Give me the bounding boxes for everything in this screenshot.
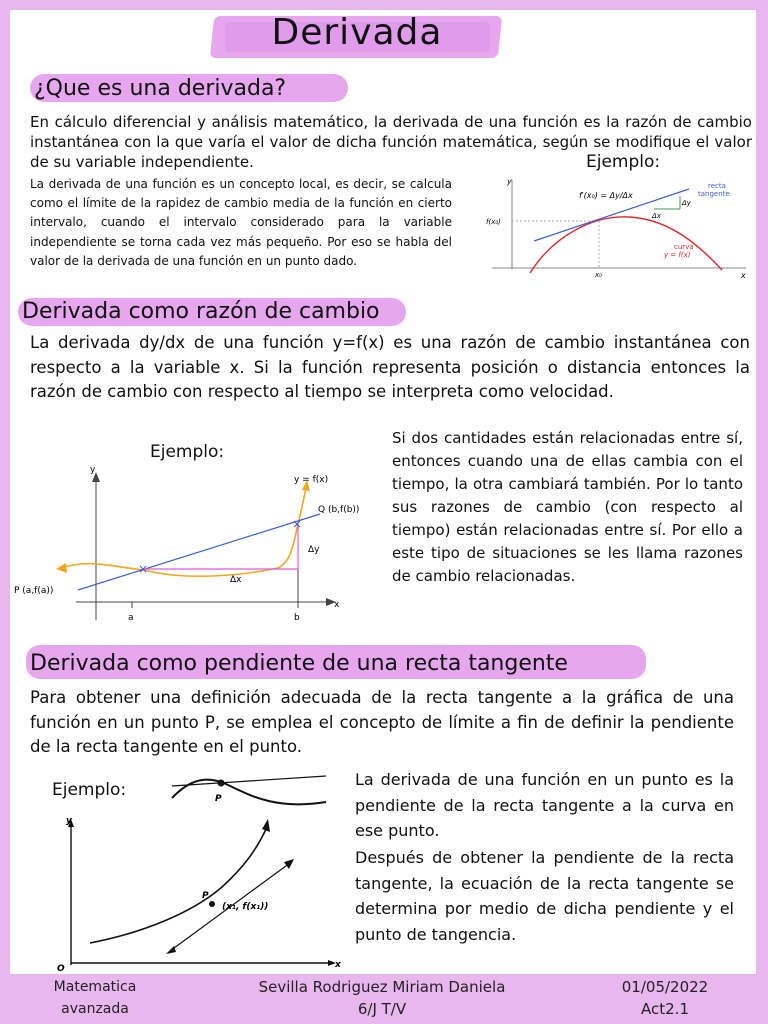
graph2-p-mark: × (138, 562, 149, 576)
graph2-x-label: x (334, 600, 340, 610)
graph1-formula: f′(x₀) = Δy/Δx (579, 191, 633, 200)
section3-graph (52, 815, 352, 975)
section1-graph (484, 175, 752, 285)
graph3-top-point (218, 780, 225, 787)
graph2-q-label: Q (b,f(b)) (318, 505, 360, 515)
graph2-curve (62, 488, 306, 576)
footer-author: Sevilla Rodriguez Miriam Daniela (258, 978, 506, 996)
graph1-dy-label: Δy (682, 199, 691, 207)
graph1-curve-label-1: curva (674, 243, 694, 251)
section2-example-label: Ejemplo: (150, 442, 225, 462)
graph3-point (209, 901, 215, 907)
graph2-dx-label: Δx (230, 575, 242, 585)
graph2-y-label: y (90, 465, 96, 475)
graph2-q-mark: × (292, 517, 303, 531)
footer-group: 6/J T/V (357, 1000, 407, 1018)
graph1-tangent-label-2: tangente (698, 190, 730, 198)
graph1-curve-label-2: y = f(x) (664, 251, 691, 259)
graph1-tangent-label-1: recta (708, 182, 726, 190)
graph3-p-label: P (202, 891, 209, 901)
graph3-curve-arrow (262, 819, 270, 832)
section2-paragraph-1: La derivada dy/dx de una función y=f(x) es una razón de cambio instantánea con respecto a la variable x. Si la función representa posición o distancia entonces la razón de cambio con respecto al tiempo se interpreta como velocidad. (30, 333, 750, 401)
footer-subject-1: Matematica (53, 979, 137, 995)
section3-graph-top (166, 770, 332, 810)
graph2-b-label: b (294, 613, 300, 623)
footer-activity: Act2.1 (641, 1000, 689, 1018)
page-title: Derivada (271, 12, 443, 53)
graph2-curve-arrow-left (56, 563, 67, 573)
section1-heading: ¿Que es una derivada? (34, 76, 287, 101)
graph1-fx0-label: f(x₀) (486, 218, 501, 226)
section3-paragraph-1: Para obtener una definición adecuada de la recta tangente a la gráfica de una función en un punto P, se emplea el concepto de límite a fin de definir la pendiente de la recta tangente en el punto. (30, 688, 734, 756)
graph1-y-label: y (507, 177, 512, 186)
page-frame-left (0, 0, 10, 1024)
section3-heading: Derivada como pendiente de una recta tangente (30, 651, 568, 676)
graph2-secant-line (78, 514, 320, 590)
graph1-x-label: x (741, 271, 746, 280)
section1-paragraph-2: La derivada de una función es un concepto local, es decir, se calcula como el límite de la rapidez de cambio media de la función en cierto intervalo, cuando el intervalo considerado para la variable independiente se torna cada vez más pequeño. Por eso se habla del valor de la derivada de una función en un punto dado. (30, 177, 452, 268)
section3-paragraph-3: Después de obtener la pendiente de la recta tangente, la ecuación de la recta tangente se determina por medio de dicha pendiente y el punto de tangencia. (355, 848, 734, 945)
footer-subject-2: avanzada (61, 1001, 129, 1017)
section3-paragraph-2: La derivada de una función en un punto es la pendiente de la recta tangente a la curva en ese punto. (355, 770, 734, 841)
graph2-fx-label: y = f(x) (294, 475, 329, 485)
graph3-top-p-label: P (215, 794, 222, 804)
section2-heading: Derivada como razón de cambio (22, 299, 380, 324)
graph3-origin-label: O (57, 964, 65, 974)
page-frame-right (756, 0, 768, 1024)
graph3-curve (90, 827, 267, 943)
section1-example-label: Ejemplo: (586, 152, 661, 172)
section1-paragraph-1: En cálculo diferencial y análisis matemático, la derivada de una función es la razón de cambio instantánea con la que varía el valor de dicha función matemática, según se modifique el valor de su variable independiente. (30, 113, 752, 171)
graph3-x-label: x (335, 960, 341, 970)
graph1-x0-label: x₀ (595, 271, 602, 279)
graph3-top-curve (172, 780, 326, 805)
graph2-dy-label: Δy (308, 545, 320, 555)
section2-graph (14, 462, 380, 627)
graph2-p-label: P (a,f(a)) (14, 586, 54, 596)
graph2-a-label: a (128, 613, 134, 623)
section3-example-label: Ejemplo: (52, 780, 127, 800)
section2-paragraph-2: Si dos cantidades están relacionadas entre sí, entonces cuando una de ellas cambia con el tiempo, la otra cambiará también. Por lo tanto sus razones de cambio (con respecto al tiempo) están relacionadas entre sí. Por ello a este tipo de situaciones se les llama razones de cambio relacionadas. (392, 429, 743, 585)
graph1-dx-label: Δx (652, 212, 661, 220)
graph3-tangent-arrow-top (284, 859, 294, 869)
footer-date: 01/05/2022 (621, 978, 709, 996)
graph3-y-label: y (66, 816, 72, 826)
page-frame-top (0, 0, 768, 10)
graph3-point-label: (x₁, f(x₁)) (222, 902, 269, 912)
